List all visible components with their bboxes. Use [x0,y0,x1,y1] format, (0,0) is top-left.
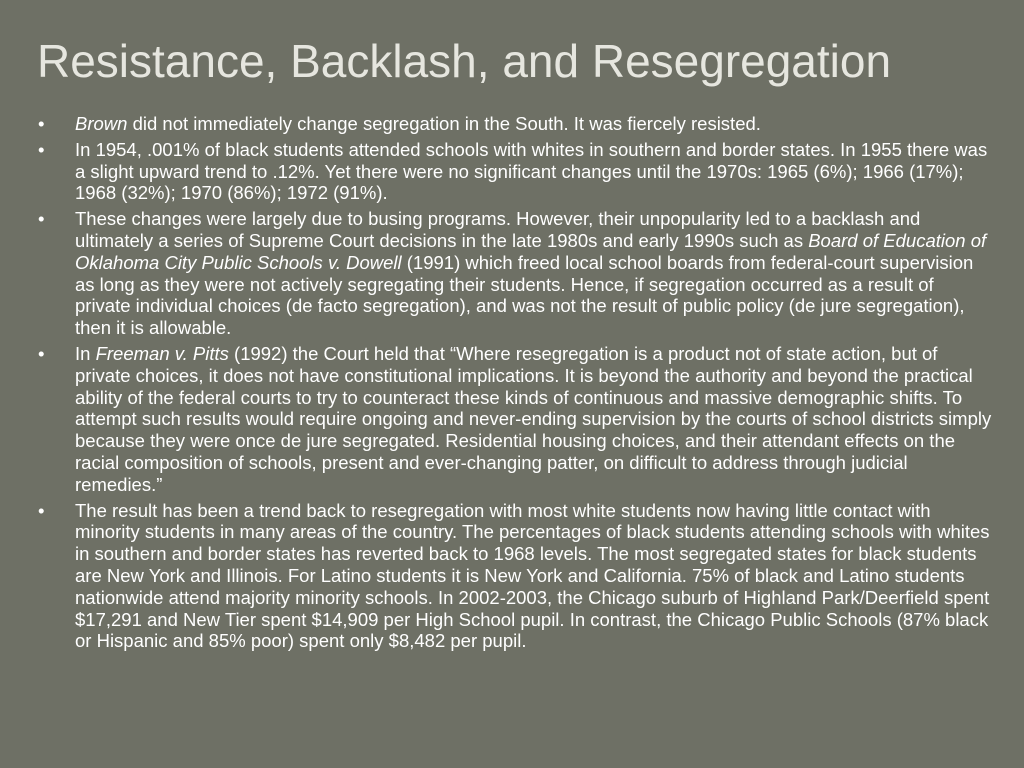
bullet-text: In 1954, .001% of black students attended schools with whites in southern and border states. In 1955 there was a slight upward trend to .12%. Yet there were no significant changes until the 1970s: 1965 (6%); 1966 (17%); 1968 (32%); 1970 (86%); 1972 (91%). [75,138,988,204]
bullet-icon: • [38,113,45,134]
bullet-text: did not immediately change segregation in the South. It was fiercely resisted. [127,113,761,134]
bullet-text: The result has been a trend back to resegregation with most white students now having little contact with minority students in many areas of the country. The percentages of black students attending schools with whites in southern and border states has reverted back to 1968 levels. The most segregated states for black students are New York and Illinois. For Latino students it is New York and California. 75% of black and Latino students nationwide attend majority minority schools. In 2002-2003, the Chicago suburb of Highland Park/Deerfield spent $17,291 and New Tier spent $14,909 per High School pupil. In contrast, the Chicago Public Schools (87% black or Hispanic and 85% poor) spent only $8,482 per pupil. [75,499,990,652]
case-name-freeman: Freeman v. Pitts [95,342,229,364]
bullet-item-busing-backlash [38,208,992,339]
bullet-list [38,113,992,656]
bullet-text-before: In [75,342,96,364]
bullet-icon: • [38,138,45,160]
case-name-dowell: Board of Education of Oklahoma City Public Schools v. Dowell [75,229,987,273]
bullet-item-resegregation-trend [38,500,992,653]
bullet-text-after: (1991) which freed local school boards from federal-court supervision as long as they were not actively segregating their students. Hence, if segregation occurred as a result of private individual choices (de facto segregation), and was not the result of public policy (de jure segregation), then it is allowable. [75,251,974,339]
bullet-item-1954-statistics [38,139,992,204]
bullet-text-before: These changes were largely due to busing programs. However, their unpopularity led to a backlash and ultimately a series of Supreme Court decisions in the late 1980s and early 1990s such as [75,208,921,251]
bullet-icon: • [38,342,45,364]
bullet-item-freeman-v-pitts [38,343,992,496]
slide-title: Resistance, Backlash, and Resegregation [37,35,892,87]
case-name-brown: Brown [75,113,128,134]
bullet-item-brown [38,113,992,135]
bullet-icon: • [38,208,45,230]
bullet-icon: • [38,499,45,521]
bullet-text-after: (1992) the Court held that “Where resegregation is a product not of state action, but of private choices, it does not have constitutional implications. It is beyond the authority and beyond the practical ability of the federal courts to try to counteract these kinds of continuous and massive demographic shifts. To attempt such results would require ongoing and never-ending supervision by the courts of school districts simply because they were once de jure segregated. Residential housing choices, and their attendant effects on the racial composition of schools, present and ever-changing patter, on difficult to address through judicial remedies.” [75,342,992,495]
